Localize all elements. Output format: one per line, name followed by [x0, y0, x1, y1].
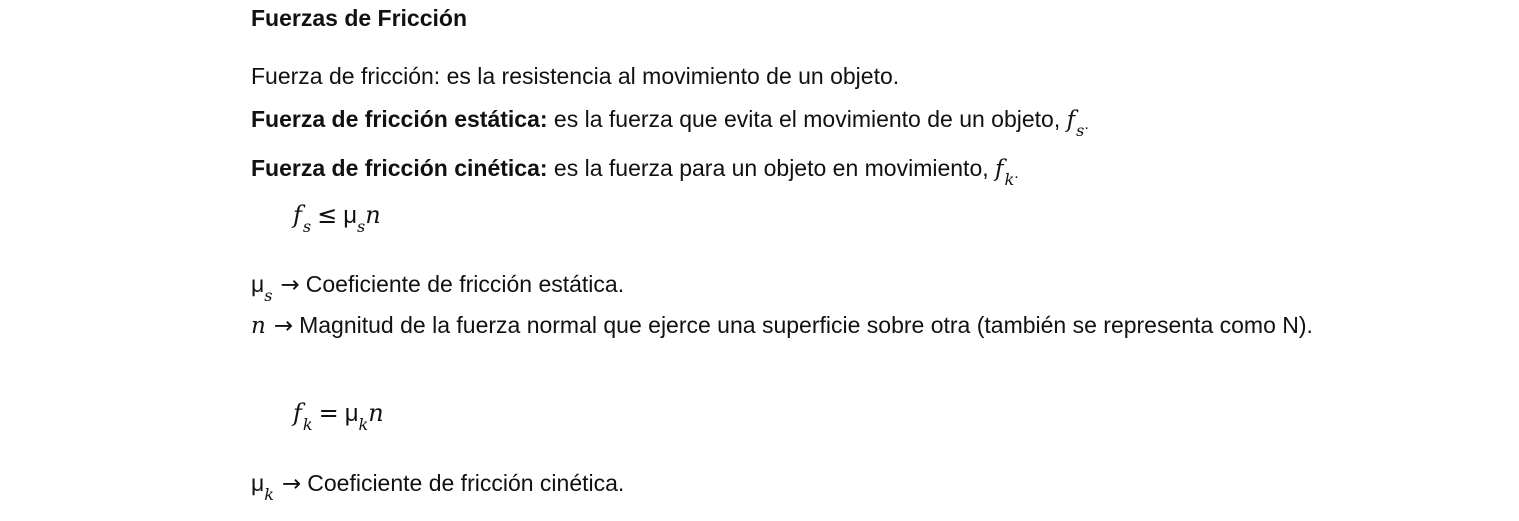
mu-s-arrow-icon: → [280, 272, 300, 298]
kinetic-friction-subscript: k [1004, 170, 1015, 189]
formula-static-lhs-sub: s [302, 217, 312, 236]
static-friction-subscript: s [1076, 121, 1085, 140]
formula-kinetic-lhs-sub: k [302, 415, 313, 434]
mu-s-text: Coeficiente de fricción estática. [305, 271, 625, 297]
kinetic-friction-formula [293, 398, 384, 434]
formula-kinetic-relation: = [318, 399, 339, 427]
friction-definition: Fuerza de fricción: es la resistencia al movimiento de un objeto. [251, 63, 900, 89]
mu-k-text: Coeficiente de fricción cinética. [307, 470, 625, 496]
mu-s-description [251, 269, 625, 305]
formula-kinetic-mu: μ [344, 400, 359, 427]
mu-k-symbol: μ [251, 470, 265, 496]
formula-static-rhs: n [365, 201, 381, 229]
formula-static-relation: ≤ [317, 201, 338, 229]
kinetic-friction-definition [251, 153, 1019, 187]
formula-kinetic-rhs: n [368, 399, 384, 427]
mu-k-arrow-icon: → [281, 471, 302, 497]
mu-k-subscript: k [264, 485, 274, 504]
kinetic-friction-text: es la fuerza para un objeto en movimiento, [547, 155, 996, 181]
kinetic-friction-symbol: f [995, 156, 1004, 182]
normal-force-symbol: n [251, 313, 266, 339]
kinetic-friction-label: Fuerza de fricción cinética: [251, 155, 548, 181]
normal-force-arrow-icon: → [273, 313, 294, 339]
mu-k-description [251, 468, 625, 504]
normal-force-description [251, 310, 1359, 341]
static-friction-text: es la fuerza que evita el movimiento de un objeto, [547, 106, 1067, 132]
mu-s-subscript: s [264, 286, 273, 305]
normal-force-text: Magnitud de la fuerza normal que ejerce una superficie sobre otra (también se representa como N). [299, 312, 1313, 338]
static-friction-symbol: f [1066, 107, 1076, 133]
static-friction-definition [251, 104, 1089, 138]
formula-kinetic-lhs: f [293, 399, 302, 427]
page-title: Fuerzas de Fricción [251, 5, 468, 31]
formula-static-lhs: f [293, 201, 302, 229]
static-friction-label: Fuerza de fricción estática: [251, 106, 548, 132]
static-friction-end: . [1084, 116, 1089, 133]
static-friction-formula [293, 200, 381, 236]
mu-s-symbol: μ [251, 271, 265, 297]
formula-kinetic-mu-sub: k [358, 415, 369, 434]
kinetic-friction-end: . [1014, 165, 1019, 182]
formula-static-mu-sub: s [357, 217, 366, 236]
formula-static-mu: μ [343, 202, 358, 229]
